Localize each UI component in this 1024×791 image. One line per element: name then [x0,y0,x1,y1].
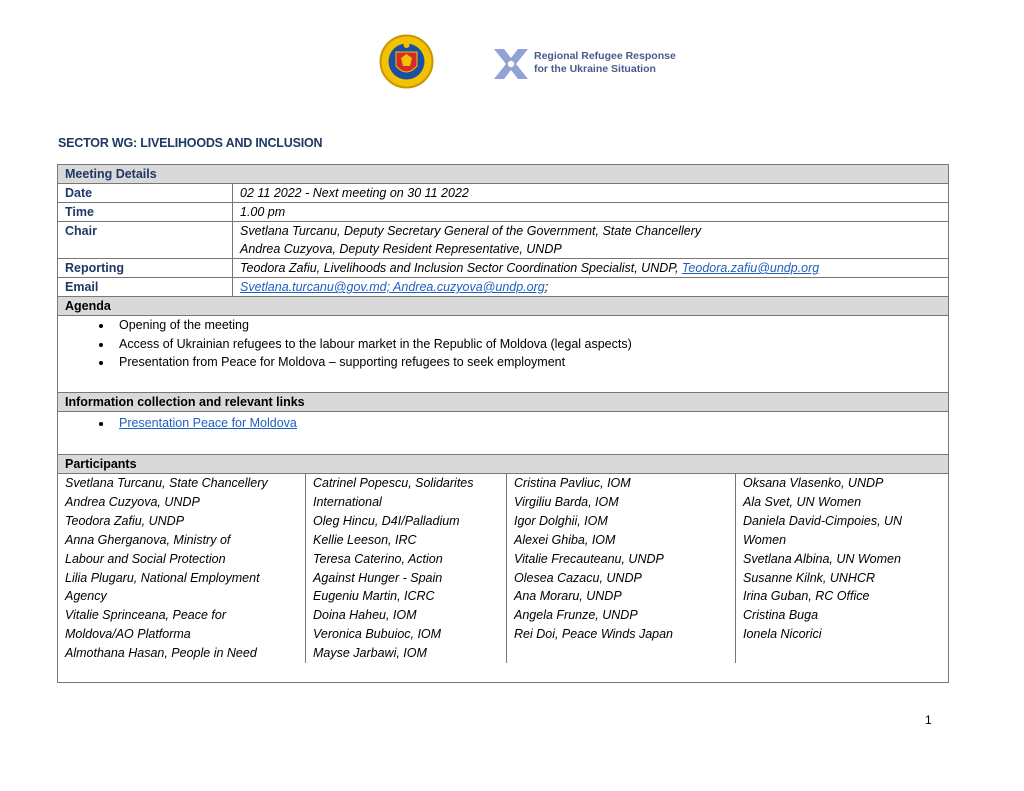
email-row [58,278,949,297]
presentation-link[interactable]: Presentation Peace for Moldova [119,416,297,430]
sector-title: SECTOR WG: LIVELIHOODS AND INCLUSION [58,136,323,150]
date-label: Date [58,184,233,203]
participant-line: Teodora Zafiu, UNDP [65,513,185,528]
participant-line: Vitalie Frecauteanu, UNDP [514,551,664,566]
participant-line: Catrinel Popescu, Solidarites [313,476,474,490]
participant-line: Anna Gherganova, Ministry of [65,532,231,547]
participants-column-1 [58,474,305,663]
participant-line: Angela Frunze, UNDP [514,608,638,623]
agenda-heading: Agenda [58,297,949,316]
participant-line: International [313,494,382,509]
agenda-list [65,316,941,372]
participant-line: Alexei Ghiba, IOM [514,532,616,547]
logo-text-line2: for the Ukraine Situation [534,63,656,75]
agenda-item: • Opening of the meeting [113,316,941,335]
participant-line: Veronica Bubuioc, IOM [313,627,442,642]
info-links-cell [58,412,949,455]
participants-column-4 [735,474,948,663]
participant-line: Igor Dolghii, IOM [514,513,608,528]
participant-line: Teresa Caterino, Action [313,551,443,566]
time-value: 1.00 pm [233,203,949,222]
participants-cell [58,474,949,683]
reporting-row [58,259,949,278]
email-suffix: ; [544,280,549,294]
participant-line: Olesea Cazacu, UNDP [514,570,642,585]
participants-column-3 [506,474,735,663]
time-row [58,203,949,222]
participant-line: Rei Doi, Peace Winds Japan [514,627,673,642]
participants-heading: Participants [58,455,949,474]
participant-line: Oleg Hincu, D4I/Palladium [313,513,460,528]
agenda-item: • Presentation from Peace for Moldova – supporting refugees to seek employment [113,353,941,372]
participant-line: Labour and Social Protection [65,551,226,566]
reporting-label: Reporting [58,259,233,278]
date-value: 02 11 2022 - Next meeting on 30 11 2022 [233,184,949,203]
email-link[interactable]: Svetlana.turcanu@gov.md; Andrea.cuzyova@undp.org [240,280,545,294]
logo-text-line1: Regional Refugee Response [534,50,676,62]
participant-line: Mayse Jarbawi, IOM [313,646,427,661]
regional-refugee-response-logo [490,43,690,85]
chair-line-2: Andrea Cuzyova, Deputy Resident Representative, UNDP [240,242,562,256]
chair-label: Chair [58,222,233,259]
info-links-list [65,414,941,433]
participant-line: Eugeniu Martin, ICRC [313,589,435,604]
participant-line: Ala Svet, UN Women [743,494,862,509]
participant-line: Susanne Kilnk, UNHCR [743,570,875,585]
coat-of-arms-logo [379,30,434,93]
participant-line: Andrea Cuzyova, UNDP [65,494,200,509]
page-number: 1 [925,713,932,727]
participant-line: Almothana Hasan, People in Need [65,646,257,661]
participant-line: Agency [65,589,107,604]
participant-line: Oksana Vlasenko, UNDP [743,476,884,490]
date-row [58,184,949,203]
info-heading: Information collection and relevant links [58,393,949,412]
participant-line: Against Hunger - Spain [313,570,443,585]
reporting-value: Teodora Zafiu, Livelihoods and Inclusion Sector Coordination Specialist, UNDP, [240,261,682,275]
rrr-x-icon [490,43,532,85]
participant-line: Virgiliu Barda, IOM [514,494,619,509]
participant-line: Kellie Leeson, IRC [313,532,417,547]
chair-line-1: Svetlana Turcanu, Deputy Secretary General of the Government, State Chancellery [240,224,702,238]
time-label: Time [58,203,233,222]
participant-line: Ana Moraru, UNDP [514,589,622,604]
participant-line: Svetlana Albina, UN Women [743,551,901,566]
participant-line: Moldova/AO Platforma [65,627,191,642]
participant-line: Doina Haheu, IOM [313,608,417,623]
participant-line: Vitalie Sprinceana, Peace for [65,608,226,623]
email-label: Email [58,278,233,297]
participant-line: Lilia Plugaru, National Employment [65,570,260,585]
participant-line: Ionela Nicorici [743,627,822,642]
meeting-details-heading: Meeting Details [58,165,949,184]
header-logos [0,28,1024,98]
meeting-table [57,164,949,683]
agenda-item: • Access of Ukrainian refugees to the labour market in the Republic of Moldova (legal aspects) [113,335,941,354]
agenda-list-cell [58,316,949,393]
participant-line: Svetlana Turcanu, State Chancellery [65,476,268,490]
participant-line: Cristina Buga [743,608,819,623]
reporting-email-link[interactable]: Teodora.zafiu@undp.org [681,261,820,275]
participant-line: Cristina Pavliuc, IOM [514,476,631,490]
participants-column-2 [305,474,506,663]
participant-line: Women [743,532,787,547]
participant-line: Daniela David-Cimpoies, UN [743,513,903,528]
participant-line: Irina Guban, RC Office [743,589,870,604]
chair-row [58,222,949,259]
